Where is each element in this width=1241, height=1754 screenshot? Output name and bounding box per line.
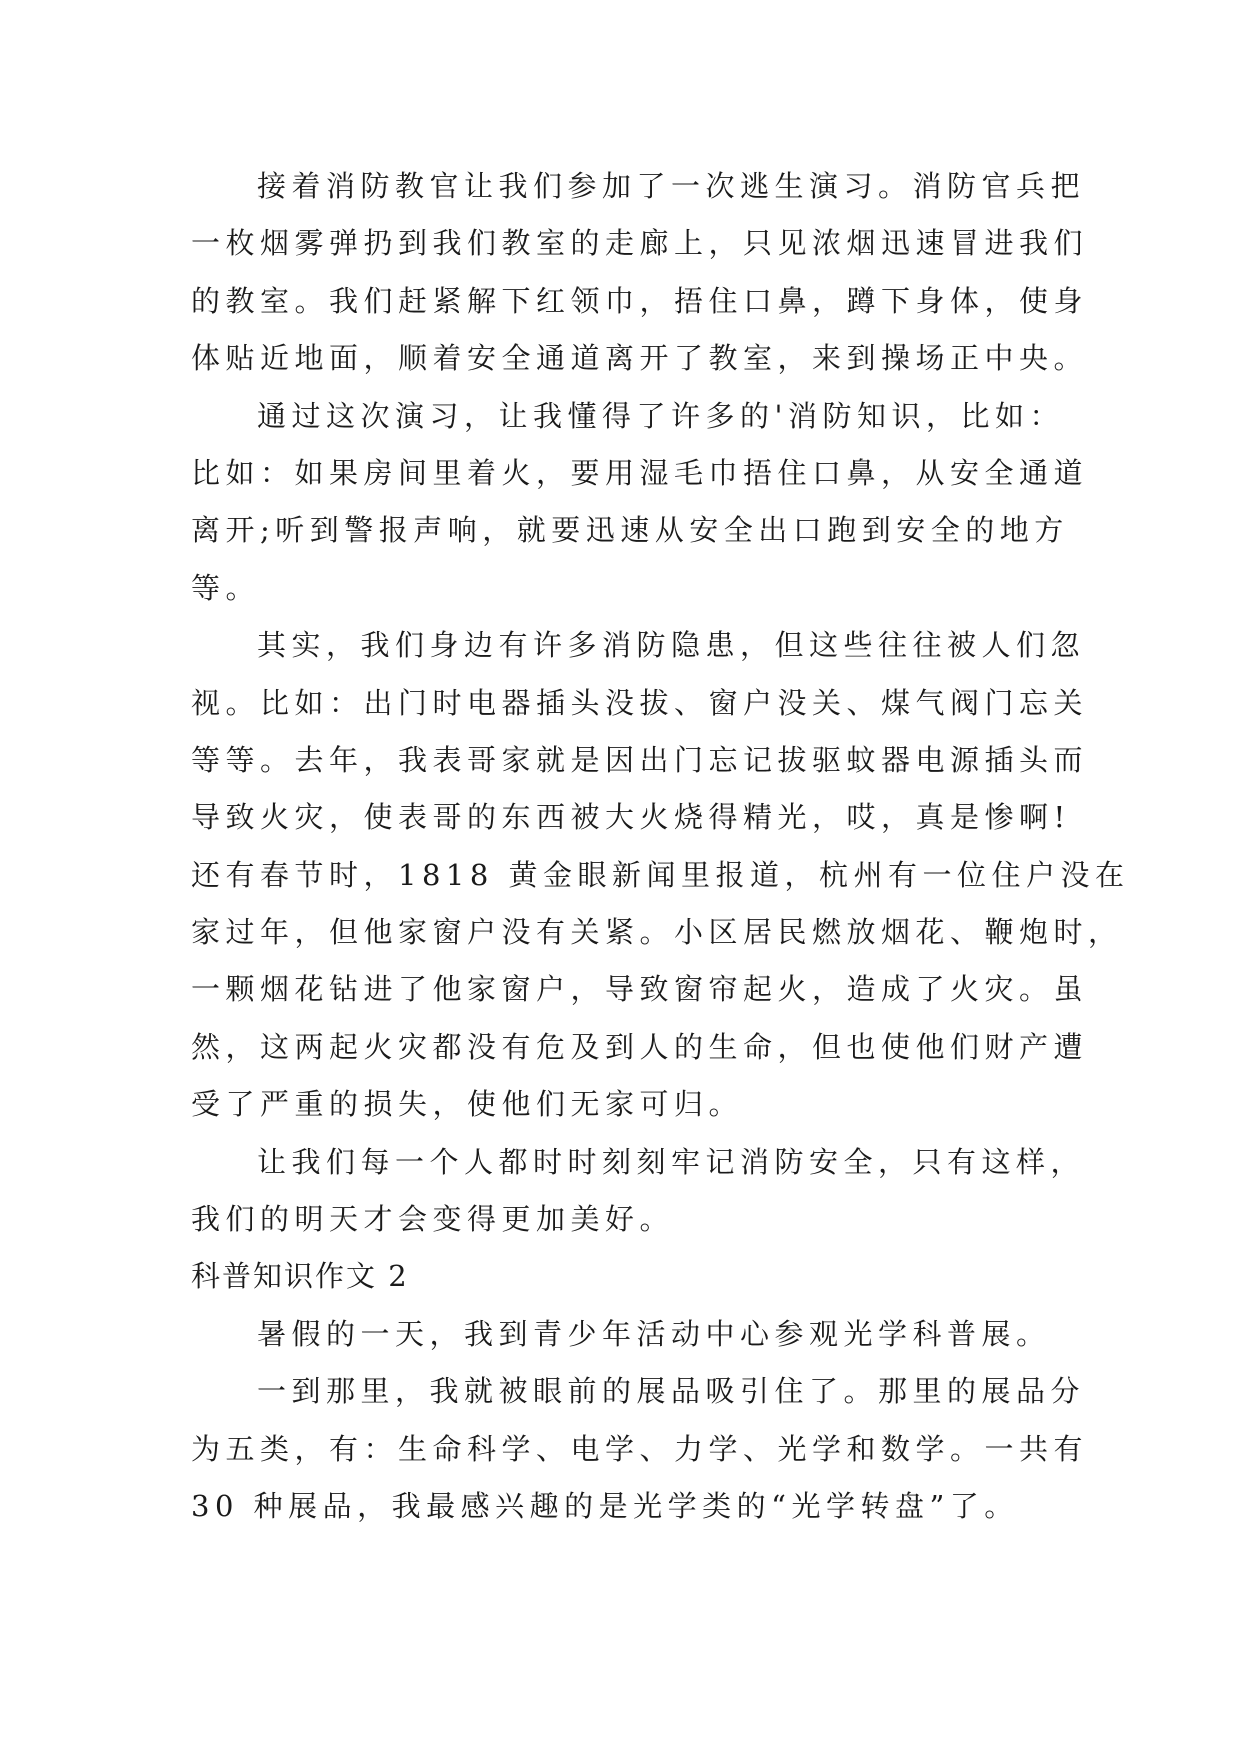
text-line: 比如：如果房间里着火，要用湿毛巾捂住口鼻，从安全通道	[191, 455, 1089, 490]
essay-title: 科普知识作文 2	[191, 1259, 409, 1294]
text-line: 等等。去年，我表哥家就是因出门忘记拔驱蚊器电源插头而	[191, 742, 1089, 777]
text-line: 离开;听到警报声响，就要迅速从安全出口跑到安全的地方	[191, 513, 1069, 548]
text-line: 视。比如：出门时电器插头没拔、窗户没关、煤气阀门忘关	[191, 685, 1089, 720]
document-page	[191, 158, 1130, 1535]
text-line: 家过年，但他家窗户没有关紧。小区居民燃放烟花、鞭炮时，	[191, 915, 1123, 950]
text-line: 我们的明天才会变得更加美好。	[191, 1202, 675, 1237]
paragraph-conclusion	[191, 1134, 1086, 1249]
text-line: 体贴近地面，顺着安全通道离开了教室，来到操场正中央。	[191, 341, 1089, 376]
paragraph-fire-knowledge	[191, 388, 1089, 618]
text-line: 等。	[191, 570, 261, 605]
paragraph-fire-hazards	[191, 617, 1130, 1134]
text-line: 为五类，有：生命科学、电学、力学、光学和数学。一共有	[191, 1431, 1089, 1466]
text-line: 一颗烟花钻进了他家窗户，导致窗帘起火，造成了火灾。虽	[191, 972, 1089, 1007]
text-line: 30 种展品，我最感兴趣的是光学类的“光学转盘”了。	[191, 1488, 1019, 1523]
text-line: 导致火灾，使表哥的东西被大火烧得精光，哎，真是惨啊!	[191, 800, 1071, 835]
text-line: 暑假的一天，我到青少年活动中心参观光学科普展。	[257, 1316, 1051, 1351]
text-line: 其实，我们身边有许多消防隐患，但这些往往被人们忽	[257, 628, 1086, 663]
text-line: 一到那里，我就被眼前的展品吸引住了。那里的展品分	[257, 1374, 1086, 1409]
text-line: 接着消防教官让我们参加了一次逃生演习。消防官兵把	[257, 169, 1086, 203]
text-line: 还有春节时，1818 黄金眼新闻里报道，杭州有一位住户没在	[191, 857, 1130, 892]
text-line: 一枚烟雾弹扔到我们教室的走廊上，只见浓烟迅速冒进我们	[191, 226, 1089, 261]
paragraph-summer-visit	[191, 1306, 1051, 1363]
text-line: 的教室。我们赶紧解下红领巾，捂住口鼻，蹲下身体，使身	[191, 283, 1089, 318]
text-line: 受了严重的损失，使他们无家可归。	[191, 1087, 744, 1122]
paragraph-exhibits	[191, 1363, 1089, 1535]
text-line: 然，这两起火灾都没有危及到人的生命，但也使他们财产遭	[191, 1029, 1089, 1064]
text-line: 让我们每一个人都时时刻刻牢记消防安全，只有这样，	[257, 1144, 1086, 1179]
paragraph-escape-drill	[191, 158, 1089, 388]
text-line: 通过这次演习，让我懂得了许多的'消防知识，比如：	[257, 398, 1064, 433]
